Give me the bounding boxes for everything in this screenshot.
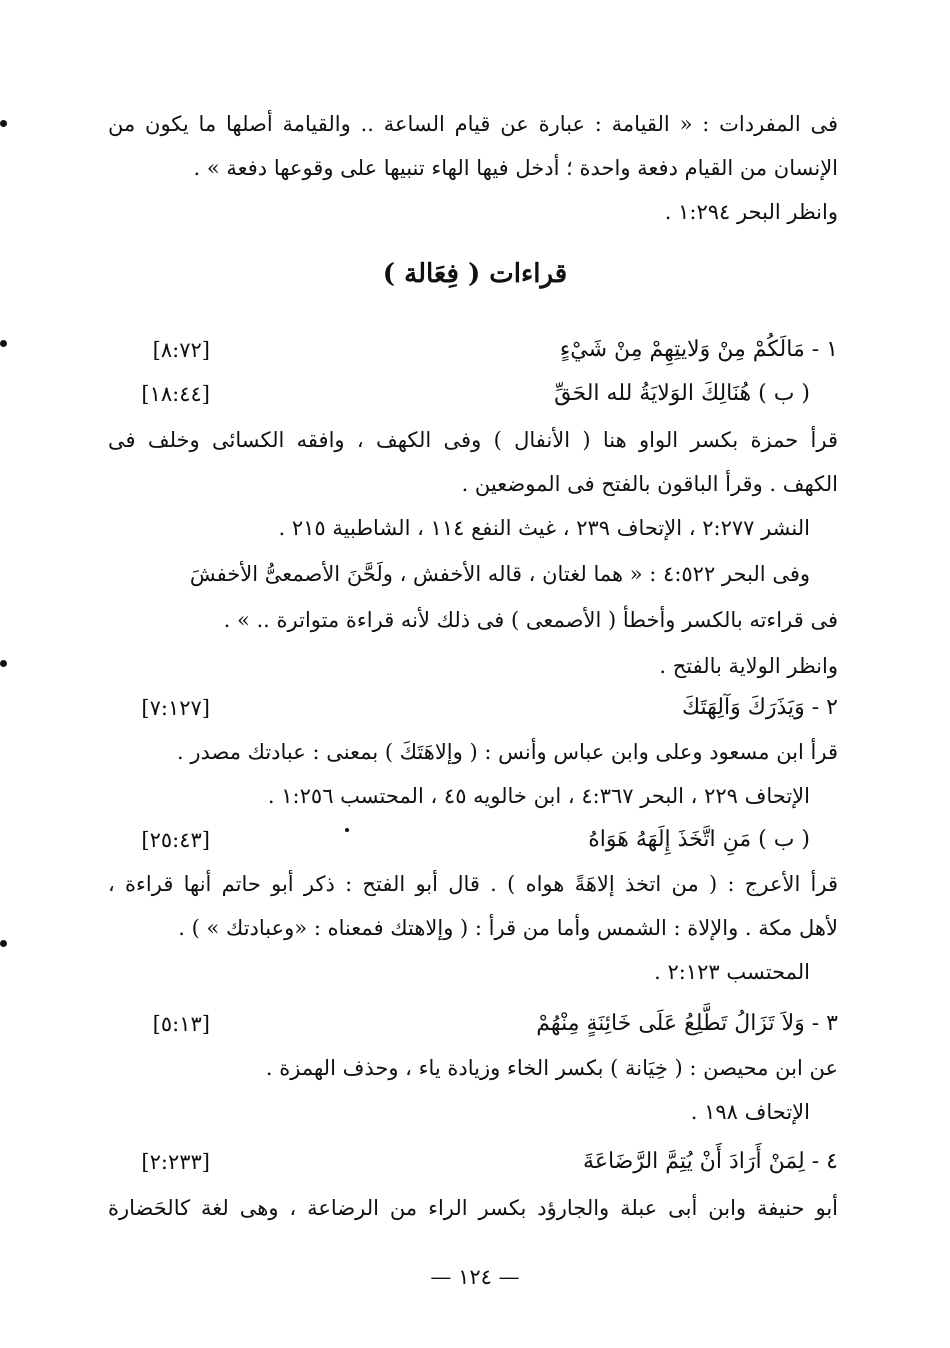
body-line: النشر ٢:٢٧٧ ، الإتحاف ٢٣٩ ، غيث النفع ١١٤ ، الشاطبية ٢١٥ . (278, 516, 810, 540)
verse-reference: [٢٥:٤٣] (141, 828, 210, 852)
body-line: الإتحاف ١٩٨ . (690, 1100, 810, 1124)
verse-line: ٤ - لِمَنْ أَرَادَ أَنْ يُتِمَّ الرَّضَاعَةَ (583, 1149, 838, 1174)
verse-reference: [٨:٧٢] (152, 338, 210, 362)
body-line: فى المفردات : « القيامة : عبارة عن قيام الساعة .. والقيامة أصلها ما يكون من (108, 112, 838, 136)
verse-reference: [٥:١٣] (152, 1012, 210, 1036)
verse-reference: [٧:١٢٧] (141, 696, 210, 720)
body-line: عن ابن محيصن : ( خِيَانة ) بكسر الخاء وزيادة ياء ، وحذف الهمزة . (265, 1056, 838, 1080)
body-line: فى قراءته بالكسر وأخطأ ( الأصمعى ) فى ذلك لأنه قراءة متواترة .. » . (223, 608, 838, 632)
verse-line: ٢ - وَيَذَرَكَ وَآلِهَتَكَ (681, 695, 838, 720)
margin-mark (0, 940, 7, 947)
verse-line: ١ - مَالَكُمْ مِنْ وَلايتِهِمْ مِنْ شَيْءٍ (559, 337, 838, 362)
body-line: قرأ الأعرج : ( من اتخذ إلاهَةً هواه ) . قال أبو الفتح : ذكر أبو حاتم أنها قراءة ، (108, 872, 838, 896)
section-heading: قراءات ( فِعَالة ) (382, 259, 568, 289)
body-line: وانظر البحر ١:٢٩٤ . (664, 200, 838, 224)
verse-reference: [١٨:٤٤] (141, 382, 210, 406)
verse-line: ( ب ) هُنَالِكَ الوَلايَةُ لله الحَقِّ (554, 381, 810, 406)
verse-reference: [٢:٢٣٣] (141, 1150, 210, 1174)
body-line: وانظر الولاية بالفتح . (659, 654, 838, 678)
margin-mark (0, 340, 7, 347)
verse-line: ٣ - وَلاَ تَزَالُ تَطَّلِعُ عَلَى خَائِنَةٍ مِنْهُمْ (536, 1011, 838, 1036)
body-line: أبو حنيفة وابن أبى عبلة والجارؤد بكسر الراء من الرضاعة ، وهى لغة كالحَضارة (108, 1196, 839, 1220)
body-line: الكهف . وقرأ الباقون بالفتح فى الموضعين . (461, 472, 838, 496)
margin-mark (0, 660, 7, 667)
page-number: — ١٢٤ — (430, 1265, 520, 1289)
verse-line: ( ب ) مَنِ اتَّخَذَ إِلَهَهُ هَوَاهُ (588, 827, 810, 852)
body-line: قرأ ابن مسعود وعلى وابن عباس وأنس : ( وإلاهَتَكَ ) بمعنى : عبادتك مصدر . (176, 740, 838, 764)
body-line: وفى البحر ٤:٥٢٢ : « هما لغتان ، قاله الأخفش ، ولَحَّنَ الأصمعىُّ الأخفشَ (189, 562, 810, 586)
margin-mark (0, 120, 7, 127)
body-line: الإتحاف ٢٢٩ ، البحر ٤:٣٦٧ ، ابن خالويه ٤٥ ، المحتسب ١:٢٥٦ . (267, 784, 810, 808)
body-line: لأهل مكة . والإلاة : الشمس وأما من قرأ : ( وإلاهتك فمعناه : «وعبادتك » ) . (178, 916, 838, 940)
body-line: المحتسب ٢:١٢٣ . (654, 960, 810, 984)
body-line: قرأ حمزة بكسر الواو هنا ( الأنفال ) وفى الكهف ، وافقه الكسائى وخلف فى (108, 428, 838, 452)
body-line: الإنسان من القيام دفعة واحدة ؛ أدخل فيها الهاء تنبيها على وقوعها دفعة » . (193, 156, 838, 180)
